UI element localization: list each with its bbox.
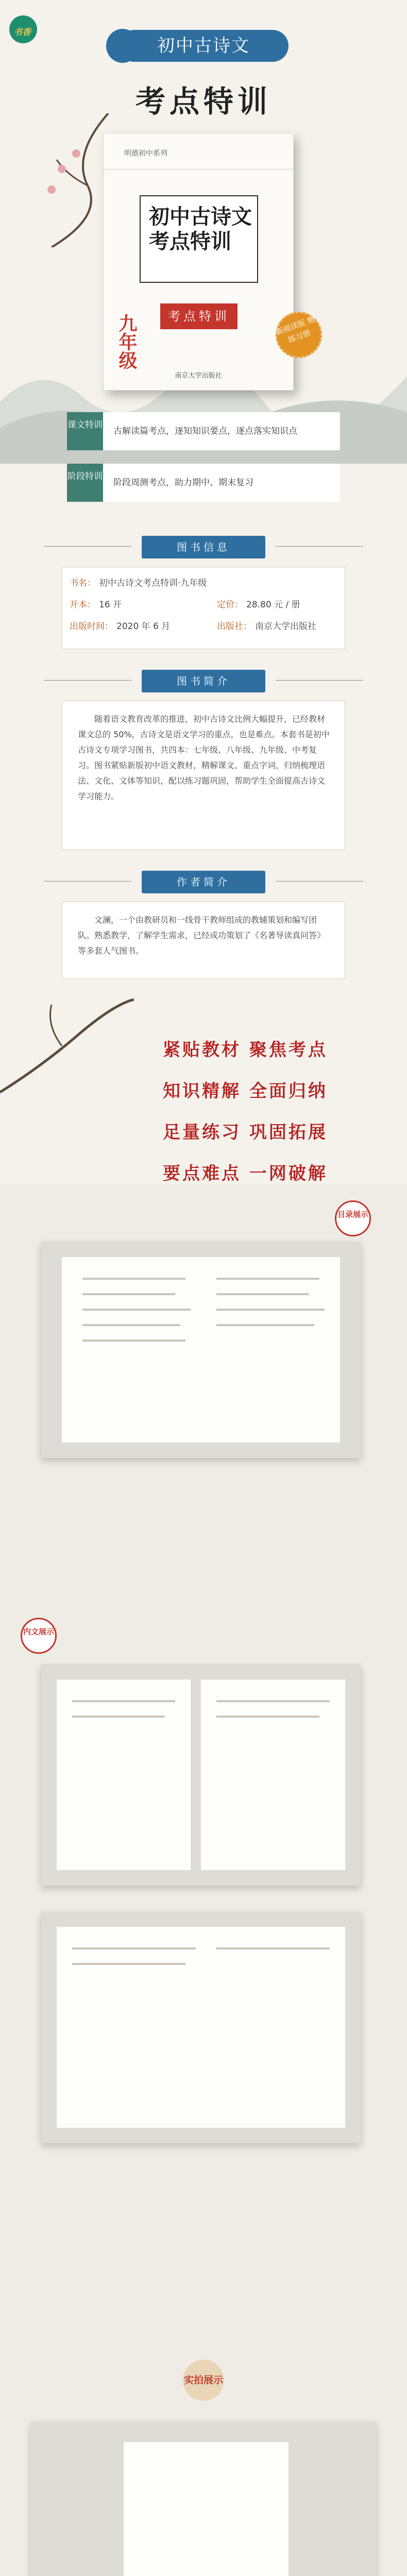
slogan-4: 要点难点 一网破解 [163, 1163, 328, 1184]
book-cover [103, 133, 294, 391]
slogan-3: 足量练习 巩固拓展 [163, 1122, 328, 1143]
section-heading-author: 作者简介 [142, 871, 265, 893]
feature-row-2 [67, 464, 340, 502]
book-grade: 九年级 [116, 314, 138, 369]
info-publisher: 出版社： 南京大学出版社 [217, 621, 316, 632]
brand-logo: 书香 [9, 15, 45, 47]
info-format: 开本： 16 开 [70, 600, 122, 610]
feature-text: 阶段周测考点，助力期中、期末复习 [113, 478, 253, 488]
tag-toc: 目录展示 [335, 1200, 371, 1236]
feature-text: 古解读篇考点，逐知知识要点，逐点落实知识点 [113, 426, 297, 436]
section-heading-intro: 图书简介 [142, 670, 265, 692]
slogan-2: 知识精解 全面归纳 [163, 1081, 328, 1101]
branch-decoration [41, 113, 113, 247]
real-photo-book [31, 2421, 376, 2576]
info-price: 定价： 28.80 元 / 册 [217, 600, 300, 610]
author-card [62, 902, 345, 979]
info-title: 书名： 初中古诗文考点特训·九年级 [70, 578, 207, 588]
content-page-photo-2 [41, 1911, 361, 2143]
promo-badge: 新阅读版 赠练习册 [269, 305, 328, 364]
tag-content: 内文展示 [21, 1618, 57, 1654]
feature-tag: 课文特训 [67, 412, 103, 450]
book-series: 明德初中系列 [124, 149, 167, 158]
slogan-1: 紧贴教材 聚焦考点 [163, 1040, 328, 1060]
toc-page-photo [41, 1242, 361, 1458]
book-seal: 考点特训 [160, 303, 238, 329]
book-title-box [140, 195, 258, 283]
page-subtitle: 考点特训 [135, 84, 272, 119]
feature-tag: 阶段特训 [67, 464, 103, 502]
book-title: 初中古诗文考点特训 [149, 205, 252, 253]
info-date: 出版时间： 2020 年 6 月 [70, 621, 171, 632]
feature-row-1 [67, 412, 340, 450]
tag-real-photos: 实拍展示 [183, 2360, 224, 2401]
info-card [62, 567, 345, 649]
intro-text: 随着语文教育改革的推进，初中古诗文比例大幅提升，已经教材课文总的 50%，古诗文是语文学习的重点，也是难点。本套书是初中古诗文专项学习图书，共四本：七年级、八年级、九年级、中考复习。图书紧贴新版初中语文教材，精解课文、重点字词，归纳梳理语法、文化、文体等知识，配以练习题巩固，帮助学生全面提高古诗文学习能力。 [78, 714, 330, 801]
blossom-branch [0, 989, 134, 1103]
section-heading-info: 图书信息 [142, 536, 265, 558]
intro-card [62, 701, 345, 850]
content-page-photo-1 [41, 1664, 361, 1886]
author-text: 文澜，一个由教研员和一线骨干教师组成的教辅策划和编写团队。熟悉教学，了解学生需求，已经成功策划了《名著导读真问答》等多套人气图书。 [78, 915, 326, 956]
title-banner: 初中古诗文 [118, 30, 289, 62]
book-publisher: 南京大学出版社 [175, 372, 222, 380]
